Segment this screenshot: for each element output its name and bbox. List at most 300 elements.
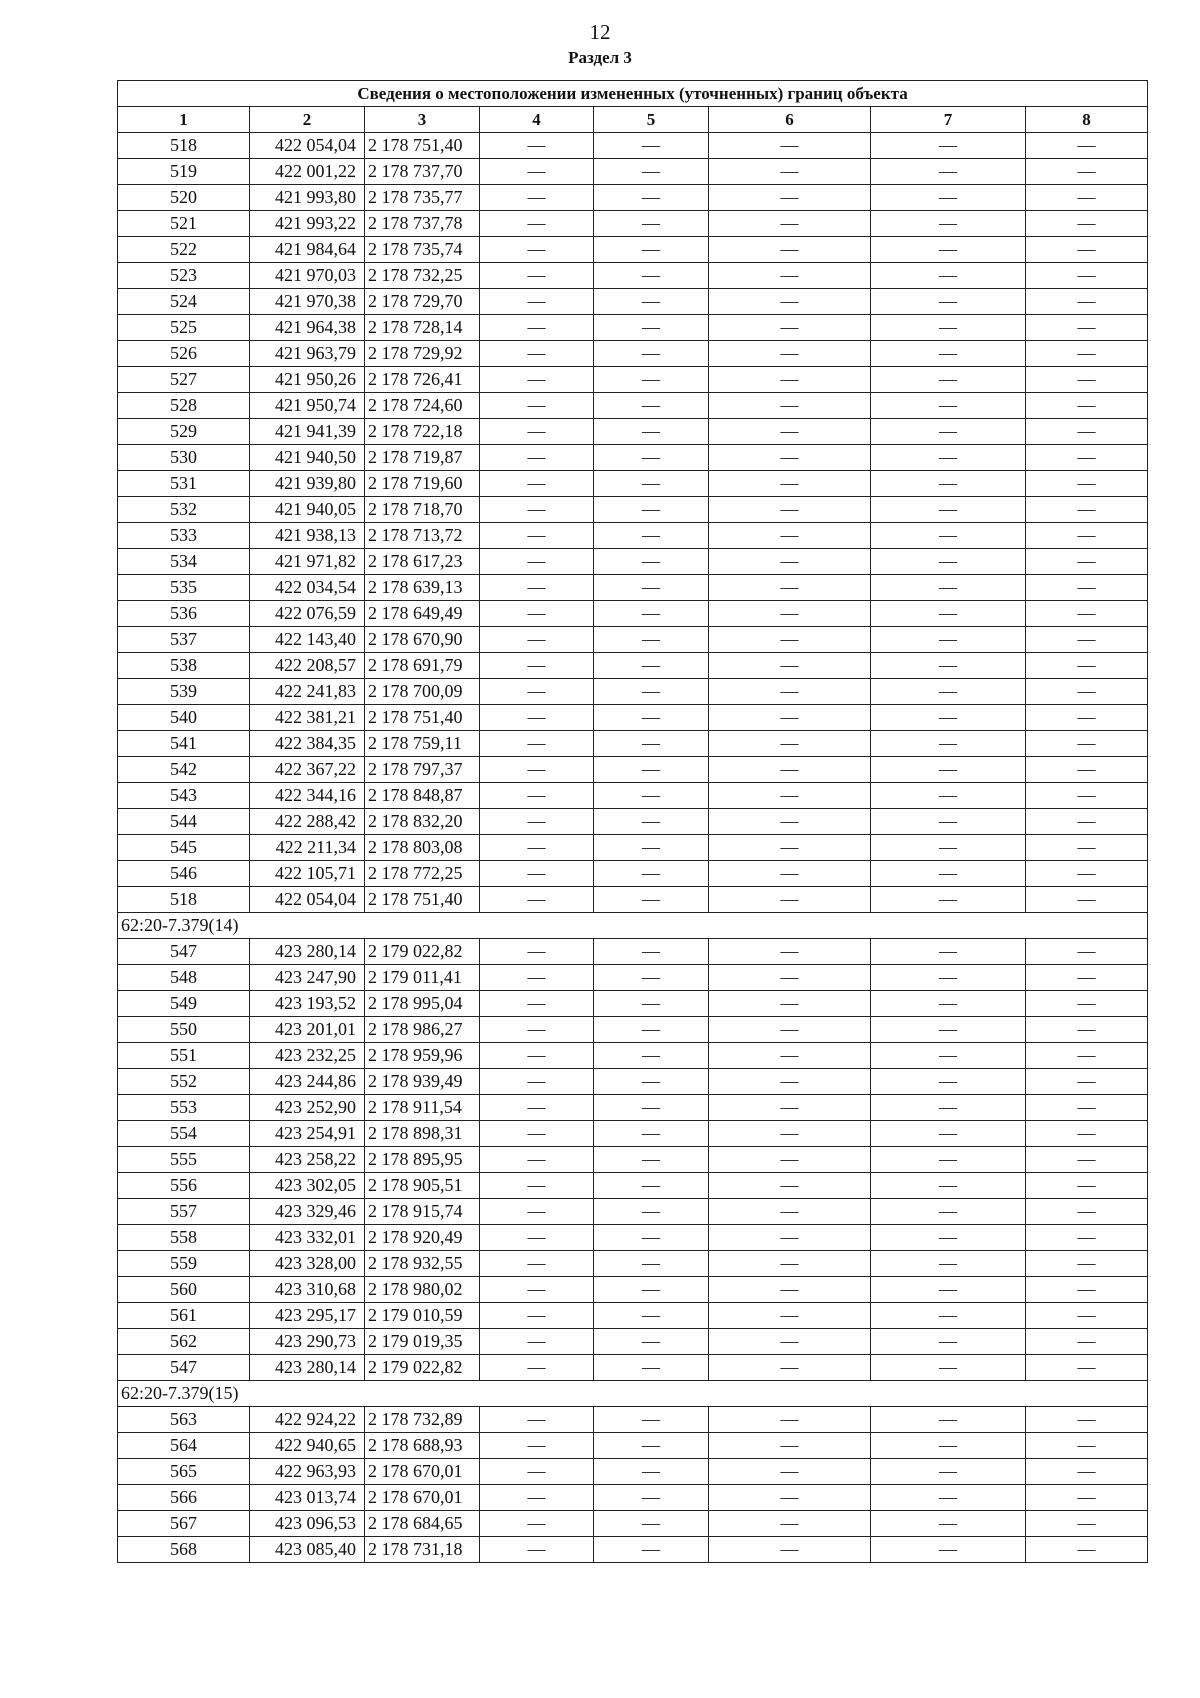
y-coordinate-cell: 2 178 688,93 (365, 1433, 480, 1459)
point-number-cell: 548 (118, 965, 250, 991)
point-number-cell: 535 (118, 575, 250, 601)
empty-dash-cell: — (480, 1043, 594, 1069)
y-coordinate-cell: 2 178 691,79 (365, 653, 480, 679)
empty-dash-cell: — (594, 939, 709, 965)
empty-dash-cell: — (1026, 705, 1148, 731)
table-row (118, 1043, 1148, 1069)
empty-dash-cell: — (871, 1225, 1026, 1251)
empty-dash-cell: — (594, 445, 709, 471)
table-row (118, 835, 1148, 861)
empty-dash-cell: — (871, 1355, 1026, 1381)
x-coordinate-cell: 421 939,80 (250, 471, 365, 497)
point-number-cell: 544 (118, 809, 250, 835)
empty-dash-cell: — (594, 835, 709, 861)
y-coordinate-cell: 2 178 959,96 (365, 1043, 480, 1069)
empty-dash-cell: — (594, 471, 709, 497)
empty-dash-cell: — (871, 1303, 1026, 1329)
x-coordinate-cell: 423 332,01 (250, 1225, 365, 1251)
y-coordinate-cell: 2 178 719,60 (365, 471, 480, 497)
empty-dash-cell: — (871, 159, 1026, 185)
x-coordinate-cell: 423 290,73 (250, 1329, 365, 1355)
empty-dash-cell: — (594, 1537, 709, 1563)
empty-dash-cell: — (709, 1459, 871, 1485)
x-coordinate-cell: 423 254,91 (250, 1121, 365, 1147)
empty-dash-cell: — (480, 1173, 594, 1199)
empty-dash-cell: — (480, 731, 594, 757)
empty-dash-cell: — (709, 1225, 871, 1251)
empty-dash-cell: — (871, 861, 1026, 887)
y-coordinate-cell: 2 178 670,01 (365, 1485, 480, 1511)
empty-dash-cell: — (871, 1537, 1026, 1563)
table-row (118, 1121, 1148, 1147)
point-number-cell: 542 (118, 757, 250, 783)
empty-dash-cell: — (709, 185, 871, 211)
empty-dash-cell: — (709, 445, 871, 471)
empty-dash-cell: — (480, 315, 594, 341)
x-coordinate-cell: 421 950,26 (250, 367, 365, 393)
empty-dash-cell: — (1026, 419, 1148, 445)
empty-dash-cell: — (480, 393, 594, 419)
y-coordinate-cell: 2 179 019,35 (365, 1329, 480, 1355)
empty-dash-cell: — (871, 523, 1026, 549)
y-coordinate-cell: 2 178 995,04 (365, 991, 480, 1017)
y-coordinate-cell: 2 178 898,31 (365, 1121, 480, 1147)
empty-dash-cell: — (1026, 809, 1148, 835)
empty-dash-cell: — (594, 1433, 709, 1459)
empty-dash-cell: — (1026, 1329, 1148, 1355)
point-number-cell: 541 (118, 731, 250, 757)
x-coordinate-cell: 422 924,22 (250, 1407, 365, 1433)
empty-dash-cell: — (480, 367, 594, 393)
table-row (118, 965, 1148, 991)
coordinates-table (117, 80, 1148, 1563)
point-number-cell: 554 (118, 1121, 250, 1147)
empty-dash-cell: — (1026, 497, 1148, 523)
x-coordinate-cell: 421 984,64 (250, 237, 365, 263)
x-coordinate-cell: 421 993,22 (250, 211, 365, 237)
point-number-cell: 565 (118, 1459, 250, 1485)
empty-dash-cell: — (480, 1121, 594, 1147)
empty-dash-cell: — (594, 809, 709, 835)
point-number-cell: 531 (118, 471, 250, 497)
empty-dash-cell: — (1026, 1121, 1148, 1147)
empty-dash-cell: — (871, 263, 1026, 289)
x-coordinate-cell: 423 280,14 (250, 939, 365, 965)
point-number-cell: 526 (118, 341, 250, 367)
group-row (118, 1381, 1148, 1407)
point-number-cell: 537 (118, 627, 250, 653)
empty-dash-cell: — (594, 523, 709, 549)
empty-dash-cell: — (709, 393, 871, 419)
empty-dash-cell: — (480, 627, 594, 653)
empty-dash-cell: — (594, 861, 709, 887)
empty-dash-cell: — (480, 549, 594, 575)
empty-dash-cell: — (594, 1069, 709, 1095)
table-row (118, 731, 1148, 757)
empty-dash-cell: — (480, 1017, 594, 1043)
y-coordinate-cell: 2 178 932,55 (365, 1251, 480, 1277)
empty-dash-cell: — (1026, 1511, 1148, 1537)
empty-dash-cell: — (709, 965, 871, 991)
table-row (118, 809, 1148, 835)
table-row (118, 237, 1148, 263)
empty-dash-cell: — (594, 1147, 709, 1173)
x-coordinate-cell: 422 384,35 (250, 731, 365, 757)
empty-dash-cell: — (480, 445, 594, 471)
point-number-cell: 546 (118, 861, 250, 887)
y-coordinate-cell: 2 178 726,41 (365, 367, 480, 393)
table-row (118, 471, 1148, 497)
empty-dash-cell: — (480, 1199, 594, 1225)
empty-dash-cell: — (480, 341, 594, 367)
empty-dash-cell: — (594, 1329, 709, 1355)
empty-dash-cell: — (1026, 757, 1148, 783)
y-coordinate-cell: 2 178 939,49 (365, 1069, 480, 1095)
x-coordinate-cell: 423 247,90 (250, 965, 365, 991)
table-row (118, 1485, 1148, 1511)
empty-dash-cell: — (480, 705, 594, 731)
empty-dash-cell: — (480, 289, 594, 315)
empty-dash-cell: — (1026, 835, 1148, 861)
column-header: 2 (250, 107, 365, 133)
empty-dash-cell: — (709, 601, 871, 627)
y-coordinate-cell: 2 178 713,72 (365, 523, 480, 549)
table-row (118, 783, 1148, 809)
empty-dash-cell: — (594, 237, 709, 263)
y-coordinate-cell: 2 178 737,78 (365, 211, 480, 237)
empty-dash-cell: — (594, 419, 709, 445)
empty-dash-cell: — (871, 1511, 1026, 1537)
empty-dash-cell: — (1026, 965, 1148, 991)
empty-dash-cell: — (871, 341, 1026, 367)
table-row (118, 367, 1148, 393)
empty-dash-cell: — (871, 367, 1026, 393)
y-coordinate-cell: 2 179 022,82 (365, 939, 480, 965)
table-row (118, 1017, 1148, 1043)
empty-dash-cell: — (1026, 991, 1148, 1017)
x-coordinate-cell: 422 344,16 (250, 783, 365, 809)
empty-dash-cell: — (1026, 289, 1148, 315)
y-coordinate-cell: 2 178 905,51 (365, 1173, 480, 1199)
empty-dash-cell: — (709, 1407, 871, 1433)
empty-dash-cell: — (709, 627, 871, 653)
x-coordinate-cell: 423 258,22 (250, 1147, 365, 1173)
y-coordinate-cell: 2 178 797,37 (365, 757, 480, 783)
x-coordinate-cell: 423 302,05 (250, 1173, 365, 1199)
table-row (118, 497, 1148, 523)
empty-dash-cell: — (480, 159, 594, 185)
y-coordinate-cell: 2 178 718,70 (365, 497, 480, 523)
x-coordinate-cell: 423 096,53 (250, 1511, 365, 1537)
x-coordinate-cell: 422 241,83 (250, 679, 365, 705)
point-number-cell: 529 (118, 419, 250, 445)
empty-dash-cell: — (871, 575, 1026, 601)
x-coordinate-cell: 421 964,38 (250, 315, 365, 341)
empty-dash-cell: — (594, 679, 709, 705)
table-row (118, 419, 1148, 445)
x-coordinate-cell: 422 054,04 (250, 887, 365, 913)
empty-dash-cell: — (871, 237, 1026, 263)
empty-dash-cell: — (709, 1251, 871, 1277)
x-coordinate-cell: 421 993,80 (250, 185, 365, 211)
point-number-cell: 540 (118, 705, 250, 731)
empty-dash-cell: — (1026, 1225, 1148, 1251)
empty-dash-cell: — (594, 1095, 709, 1121)
table-row (118, 1147, 1148, 1173)
empty-dash-cell: — (1026, 133, 1148, 159)
empty-dash-cell: — (480, 133, 594, 159)
empty-dash-cell: — (1026, 393, 1148, 419)
table-row (118, 1225, 1148, 1251)
point-number-cell: 524 (118, 289, 250, 315)
empty-dash-cell: — (480, 1069, 594, 1095)
empty-dash-cell: — (594, 1225, 709, 1251)
point-number-cell: 564 (118, 1433, 250, 1459)
x-coordinate-cell: 421 970,03 (250, 263, 365, 289)
empty-dash-cell: — (1026, 1355, 1148, 1381)
empty-dash-cell: — (871, 1277, 1026, 1303)
empty-dash-cell: — (1026, 939, 1148, 965)
empty-dash-cell: — (480, 783, 594, 809)
x-coordinate-cell: 423 328,00 (250, 1251, 365, 1277)
y-coordinate-cell: 2 178 724,60 (365, 393, 480, 419)
y-coordinate-cell: 2 179 010,59 (365, 1303, 480, 1329)
empty-dash-cell: — (594, 1017, 709, 1043)
column-header-row (118, 107, 1148, 133)
empty-dash-cell: — (871, 835, 1026, 861)
point-number-cell: 528 (118, 393, 250, 419)
empty-dash-cell: — (709, 549, 871, 575)
table-row (118, 523, 1148, 549)
empty-dash-cell: — (594, 263, 709, 289)
x-coordinate-cell: 422 940,65 (250, 1433, 365, 1459)
table-row (118, 575, 1148, 601)
empty-dash-cell: — (871, 497, 1026, 523)
empty-dash-cell: — (1026, 1485, 1148, 1511)
x-coordinate-cell: 423 085,40 (250, 1537, 365, 1563)
empty-dash-cell: — (594, 1407, 709, 1433)
y-coordinate-cell: 2 178 751,40 (365, 133, 480, 159)
empty-dash-cell: — (709, 1017, 871, 1043)
table-row (118, 211, 1148, 237)
empty-dash-cell: — (480, 1433, 594, 1459)
empty-dash-cell: — (709, 809, 871, 835)
empty-dash-cell: — (594, 627, 709, 653)
x-coordinate-cell: 423 329,46 (250, 1199, 365, 1225)
x-coordinate-cell: 421 971,82 (250, 549, 365, 575)
empty-dash-cell: — (594, 1121, 709, 1147)
point-number-cell: 566 (118, 1485, 250, 1511)
empty-dash-cell: — (1026, 1433, 1148, 1459)
empty-dash-cell: — (871, 1017, 1026, 1043)
empty-dash-cell: — (480, 185, 594, 211)
point-number-cell: 536 (118, 601, 250, 627)
empty-dash-cell: — (480, 1511, 594, 1537)
empty-dash-cell: — (871, 1329, 1026, 1355)
empty-dash-cell: — (480, 1225, 594, 1251)
x-coordinate-cell: 422 076,59 (250, 601, 365, 627)
empty-dash-cell: — (709, 315, 871, 341)
empty-dash-cell: — (480, 575, 594, 601)
empty-dash-cell: — (709, 211, 871, 237)
empty-dash-cell: — (871, 549, 1026, 575)
empty-dash-cell: — (594, 341, 709, 367)
y-coordinate-cell: 2 178 700,09 (365, 679, 480, 705)
empty-dash-cell: — (480, 1303, 594, 1329)
empty-dash-cell: — (594, 393, 709, 419)
y-coordinate-cell: 2 178 772,25 (365, 861, 480, 887)
empty-dash-cell: — (871, 679, 1026, 705)
table-row (118, 939, 1148, 965)
point-number-cell: 530 (118, 445, 250, 471)
empty-dash-cell: — (709, 1277, 871, 1303)
empty-dash-cell: — (871, 653, 1026, 679)
table-row (118, 1173, 1148, 1199)
table-row (118, 133, 1148, 159)
empty-dash-cell: — (1026, 1147, 1148, 1173)
x-coordinate-cell: 421 940,50 (250, 445, 365, 471)
empty-dash-cell: — (871, 783, 1026, 809)
y-coordinate-cell: 2 178 729,70 (365, 289, 480, 315)
empty-dash-cell: — (1026, 1303, 1148, 1329)
table-row (118, 159, 1148, 185)
x-coordinate-cell: 422 143,40 (250, 627, 365, 653)
empty-dash-cell: — (1026, 263, 1148, 289)
empty-dash-cell: — (594, 1511, 709, 1537)
empty-dash-cell: — (480, 809, 594, 835)
empty-dash-cell: — (871, 393, 1026, 419)
empty-dash-cell: — (709, 887, 871, 913)
y-coordinate-cell: 2 178 751,40 (365, 705, 480, 731)
empty-dash-cell: — (709, 419, 871, 445)
point-number-cell: 553 (118, 1095, 250, 1121)
x-coordinate-cell: 421 963,79 (250, 341, 365, 367)
table-caption-row (118, 81, 1148, 107)
point-number-cell: 522 (118, 237, 250, 263)
point-number-cell: 520 (118, 185, 250, 211)
empty-dash-cell: — (480, 887, 594, 913)
table-row (118, 757, 1148, 783)
empty-dash-cell: — (594, 653, 709, 679)
point-number-cell: 538 (118, 653, 250, 679)
table-row (118, 1303, 1148, 1329)
empty-dash-cell: — (1026, 549, 1148, 575)
point-number-cell: 547 (118, 939, 250, 965)
empty-dash-cell: — (480, 965, 594, 991)
y-coordinate-cell: 2 179 022,82 (365, 1355, 480, 1381)
empty-dash-cell: — (594, 1251, 709, 1277)
empty-dash-cell: — (594, 783, 709, 809)
y-coordinate-cell: 2 178 732,89 (365, 1407, 480, 1433)
point-number-cell: 557 (118, 1199, 250, 1225)
empty-dash-cell: — (1026, 1199, 1148, 1225)
empty-dash-cell: — (1026, 731, 1148, 757)
empty-dash-cell: — (480, 523, 594, 549)
empty-dash-cell: — (1026, 367, 1148, 393)
empty-dash-cell: — (871, 1121, 1026, 1147)
x-coordinate-cell: 421 938,13 (250, 523, 365, 549)
empty-dash-cell: — (709, 1329, 871, 1355)
empty-dash-cell: — (871, 627, 1026, 653)
y-coordinate-cell: 2 178 920,49 (365, 1225, 480, 1251)
empty-dash-cell: — (871, 185, 1026, 211)
empty-dash-cell: — (709, 575, 871, 601)
table-row (118, 1069, 1148, 1095)
empty-dash-cell: — (480, 1329, 594, 1355)
empty-dash-cell: — (709, 1511, 871, 1537)
empty-dash-cell: — (709, 1147, 871, 1173)
empty-dash-cell: — (871, 471, 1026, 497)
point-number-cell: 563 (118, 1407, 250, 1433)
empty-dash-cell: — (480, 939, 594, 965)
y-coordinate-cell: 2 178 639,13 (365, 575, 480, 601)
y-coordinate-cell: 2 178 803,08 (365, 835, 480, 861)
empty-dash-cell: — (709, 861, 871, 887)
column-header: 8 (1026, 107, 1148, 133)
empty-dash-cell: — (594, 1277, 709, 1303)
column-header: 1 (118, 107, 250, 133)
empty-dash-cell: — (480, 1095, 594, 1121)
empty-dash-cell: — (871, 445, 1026, 471)
empty-dash-cell: — (1026, 1407, 1148, 1433)
empty-dash-cell: — (480, 757, 594, 783)
x-coordinate-cell: 422 034,54 (250, 575, 365, 601)
empty-dash-cell: — (1026, 601, 1148, 627)
table-row (118, 1459, 1148, 1485)
empty-dash-cell: — (871, 1069, 1026, 1095)
y-coordinate-cell: 2 178 832,20 (365, 809, 480, 835)
table-row (118, 1511, 1148, 1537)
table-row (118, 289, 1148, 315)
y-coordinate-cell: 2 178 759,11 (365, 731, 480, 757)
empty-dash-cell: — (1026, 1537, 1148, 1563)
column-header: 4 (480, 107, 594, 133)
y-coordinate-cell: 2 178 649,49 (365, 601, 480, 627)
x-coordinate-cell: 423 295,17 (250, 1303, 365, 1329)
x-coordinate-cell: 423 310,68 (250, 1277, 365, 1303)
empty-dash-cell: — (709, 1433, 871, 1459)
table-row (118, 1277, 1148, 1303)
y-coordinate-cell: 2 178 617,23 (365, 549, 480, 575)
point-number-cell: 518 (118, 887, 250, 913)
point-number-cell: 559 (118, 1251, 250, 1277)
point-number-cell: 518 (118, 133, 250, 159)
x-coordinate-cell: 423 232,25 (250, 1043, 365, 1069)
y-coordinate-cell: 2 178 670,01 (365, 1459, 480, 1485)
column-header: 5 (594, 107, 709, 133)
empty-dash-cell: — (1026, 1017, 1148, 1043)
table-row (118, 887, 1148, 913)
point-number-cell: 568 (118, 1537, 250, 1563)
x-coordinate-cell: 422 367,22 (250, 757, 365, 783)
point-number-cell: 552 (118, 1069, 250, 1095)
empty-dash-cell: — (709, 705, 871, 731)
empty-dash-cell: — (709, 1303, 871, 1329)
point-number-cell: 545 (118, 835, 250, 861)
y-coordinate-cell: 2 178 848,87 (365, 783, 480, 809)
x-coordinate-cell: 423 193,52 (250, 991, 365, 1017)
empty-dash-cell: — (1026, 445, 1148, 471)
table-row (118, 1433, 1148, 1459)
empty-dash-cell: — (594, 549, 709, 575)
empty-dash-cell: — (871, 1199, 1026, 1225)
empty-dash-cell: — (709, 1537, 871, 1563)
x-coordinate-cell: 421 950,74 (250, 393, 365, 419)
empty-dash-cell: — (709, 341, 871, 367)
table-row (118, 705, 1148, 731)
empty-dash-cell: — (594, 1173, 709, 1199)
empty-dash-cell: — (709, 497, 871, 523)
